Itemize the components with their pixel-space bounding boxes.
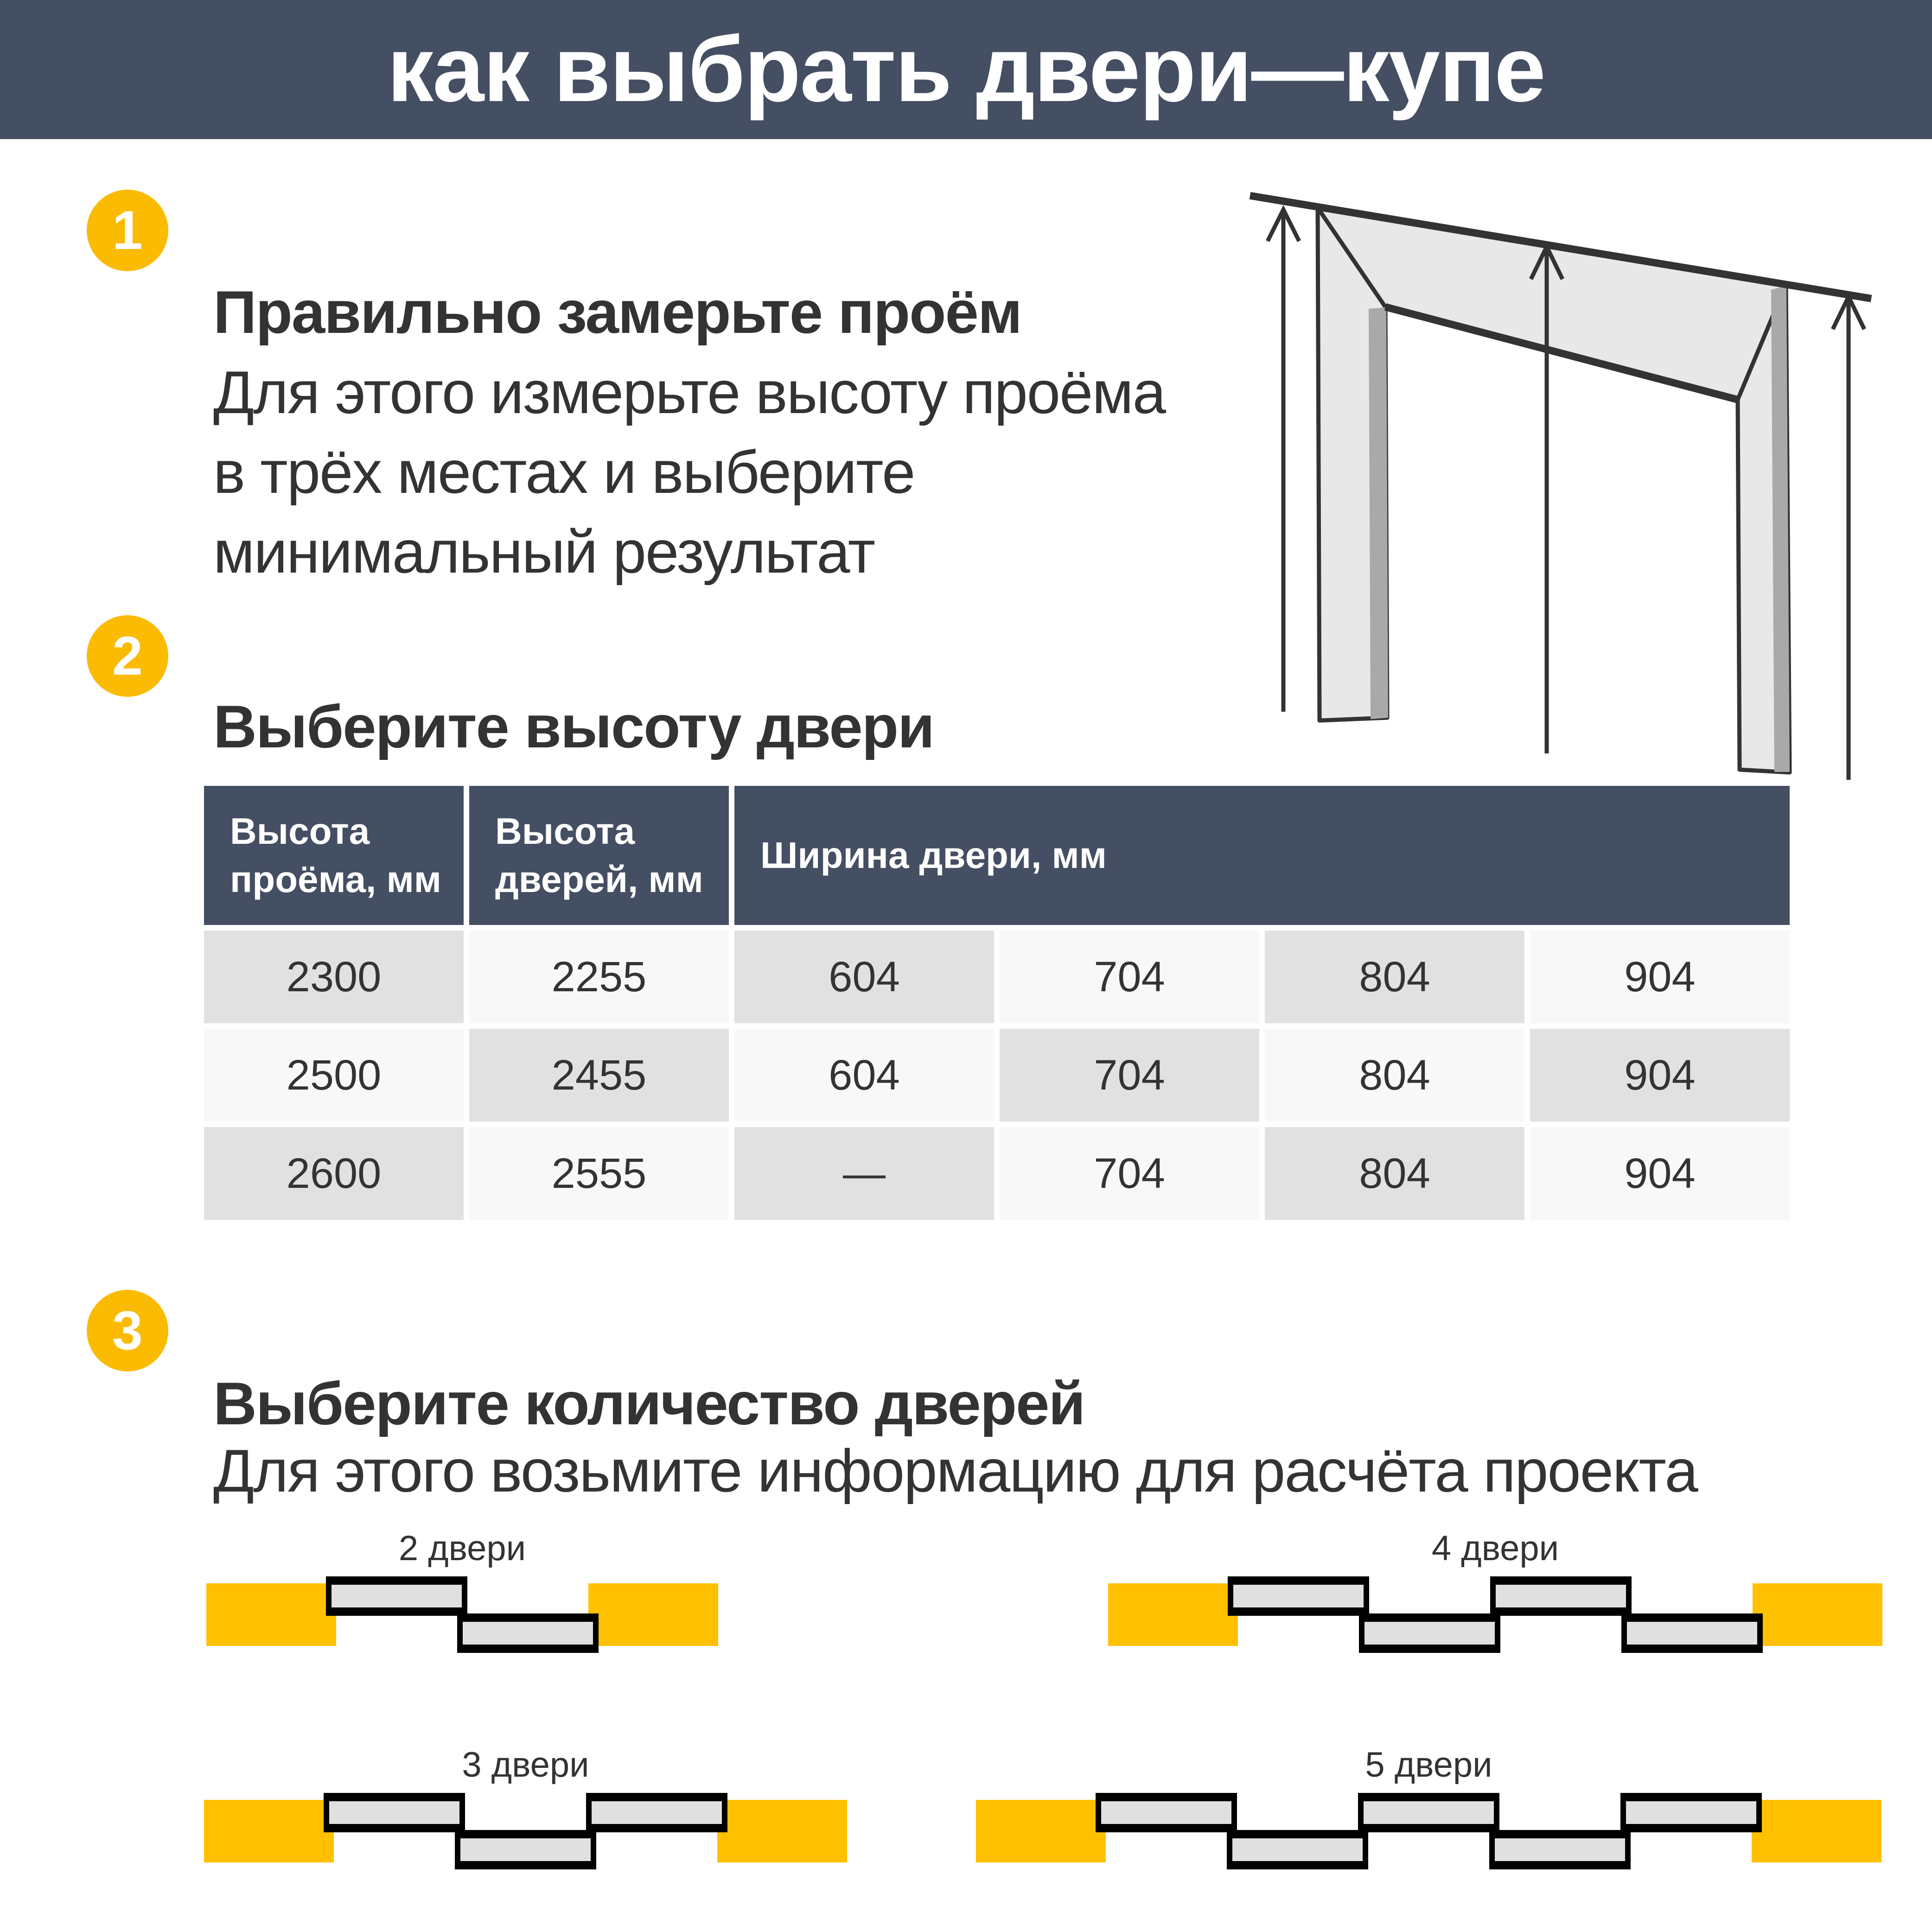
- table-cell: 904: [1530, 1127, 1790, 1220]
- table-header-cell: Ширина двери, мм: [734, 786, 1790, 925]
- step-3-line-1: Для этого возьмите информацию для расчёта проекта: [213, 1437, 1697, 1505]
- door-diagram-4: [1108, 1576, 1882, 1653]
- table-cell: 604: [734, 1029, 994, 1122]
- door-panel-leaf: [1233, 1585, 1364, 1607]
- table-cell: 804: [1265, 931, 1524, 1023]
- step-3-heading: Выберите количество дверей: [213, 1370, 1085, 1437]
- door-diagram-2: [206, 1576, 718, 1653]
- left-jamb-strip: [1369, 307, 1388, 719]
- door-diagram-5: [976, 1793, 1881, 1869]
- door-panel-leaf: [1101, 1801, 1231, 1824]
- table-cell: —: [734, 1127, 994, 1220]
- step-2-number: 2: [112, 625, 143, 687]
- step-2-badge: [87, 615, 168, 697]
- door-panel: [1096, 1793, 1237, 1832]
- table-cell: 604: [734, 931, 994, 1023]
- step-2-heading: Выберите высоту двери: [213, 693, 934, 760]
- diagram-label: 2 двери: [398, 1529, 526, 1568]
- step-1-line-1: Для этого измерьте высоту проёма: [213, 358, 1166, 426]
- table-cell: 804: [1265, 1029, 1524, 1122]
- right-measure-arrow: [1833, 297, 1864, 780]
- door-panel: [324, 1793, 465, 1832]
- door-panel: [1359, 1613, 1500, 1653]
- door-panel-leaf: [1627, 1622, 1757, 1645]
- wall-block-left: [1108, 1583, 1238, 1646]
- table-cell: 704: [1000, 1127, 1259, 1220]
- door-panel: [1621, 1613, 1763, 1653]
- door-panel: [1228, 1576, 1369, 1616]
- step-1-badge: [87, 190, 168, 271]
- door-panel: [1358, 1793, 1499, 1832]
- lintel-face: [1318, 208, 1786, 400]
- table-cell: 704: [1000, 1029, 1259, 1122]
- door-height-table: [204, 786, 1790, 1220]
- step-1-line-2: в трёх местах и выберите: [213, 438, 915, 506]
- door-panel: [1490, 1576, 1632, 1616]
- step-3-badge: [87, 1290, 168, 1371]
- wall-block-right: [588, 1583, 718, 1646]
- door-panel: [1489, 1830, 1631, 1869]
- table-cell: 2500: [204, 1029, 464, 1122]
- table-cell: 904: [1530, 1029, 1790, 1122]
- step-3-number: 3: [112, 1300, 143, 1361]
- door-panel: [586, 1793, 727, 1832]
- door-panel-leaf: [592, 1801, 722, 1824]
- wall-block-left: [204, 1800, 334, 1862]
- diagram-label: 5 двери: [1365, 1745, 1492, 1785]
- step-1-description: [213, 352, 1165, 592]
- wall-block-right: [717, 1800, 847, 1862]
- wall-block-left: [976, 1800, 1106, 1862]
- right-jamb-strip: [1771, 286, 1790, 772]
- door-panel-leaf: [1496, 1585, 1626, 1607]
- wall-block-right: [1752, 1800, 1881, 1862]
- door-panel: [1227, 1830, 1368, 1869]
- door-panel-leaf: [1232, 1838, 1363, 1861]
- door-panel: [457, 1613, 599, 1653]
- door-panel-leaf: [460, 1838, 591, 1861]
- door-panel: [455, 1830, 596, 1869]
- step-1-heading: Правильно замерьте проём: [213, 278, 1021, 346]
- table-cell: 704: [1000, 931, 1259, 1023]
- door-panel-leaf: [1495, 1838, 1625, 1861]
- wall-block-left: [206, 1583, 336, 1646]
- table-cell: 904: [1530, 931, 1790, 1023]
- table-header-cell: Высота дверей, мм: [469, 786, 729, 925]
- door-panel: [1620, 1793, 1762, 1832]
- door-panel-leaf: [463, 1622, 593, 1645]
- wall-block-right: [1753, 1583, 1882, 1646]
- door-panel-leaf: [332, 1585, 462, 1607]
- table-cell: 2300: [204, 931, 464, 1023]
- door-diagram-3: [204, 1793, 847, 1869]
- header-bar: [0, 0, 1932, 139]
- diagram-label: 3 двери: [462, 1745, 589, 1785]
- diagram-label: 4 двери: [1431, 1529, 1559, 1568]
- door-panel-leaf: [1365, 1622, 1495, 1645]
- table-cell: 2555: [469, 1127, 729, 1220]
- door-panel: [326, 1576, 467, 1616]
- table-header-cell: Высота проёма, мм: [204, 786, 464, 925]
- step-1-line-3: минимальный результат: [213, 518, 875, 586]
- door-panel-leaf: [1364, 1801, 1494, 1824]
- door-panel-leaf: [1626, 1801, 1756, 1824]
- page-title: как выбрать двери—купе: [387, 18, 1545, 121]
- door-opening-measurement-illustration: [1247, 153, 1901, 784]
- table-cell: 2255: [469, 931, 729, 1023]
- door-panel-leaf: [329, 1801, 459, 1824]
- left-measure-arrow: [1268, 210, 1299, 712]
- step-3-description: [213, 1431, 1697, 1511]
- table-cell: 2600: [204, 1127, 464, 1220]
- table-cell: 804: [1265, 1127, 1524, 1220]
- table-cell: 2455: [469, 1029, 729, 1122]
- step-1-number: 1: [112, 200, 143, 261]
